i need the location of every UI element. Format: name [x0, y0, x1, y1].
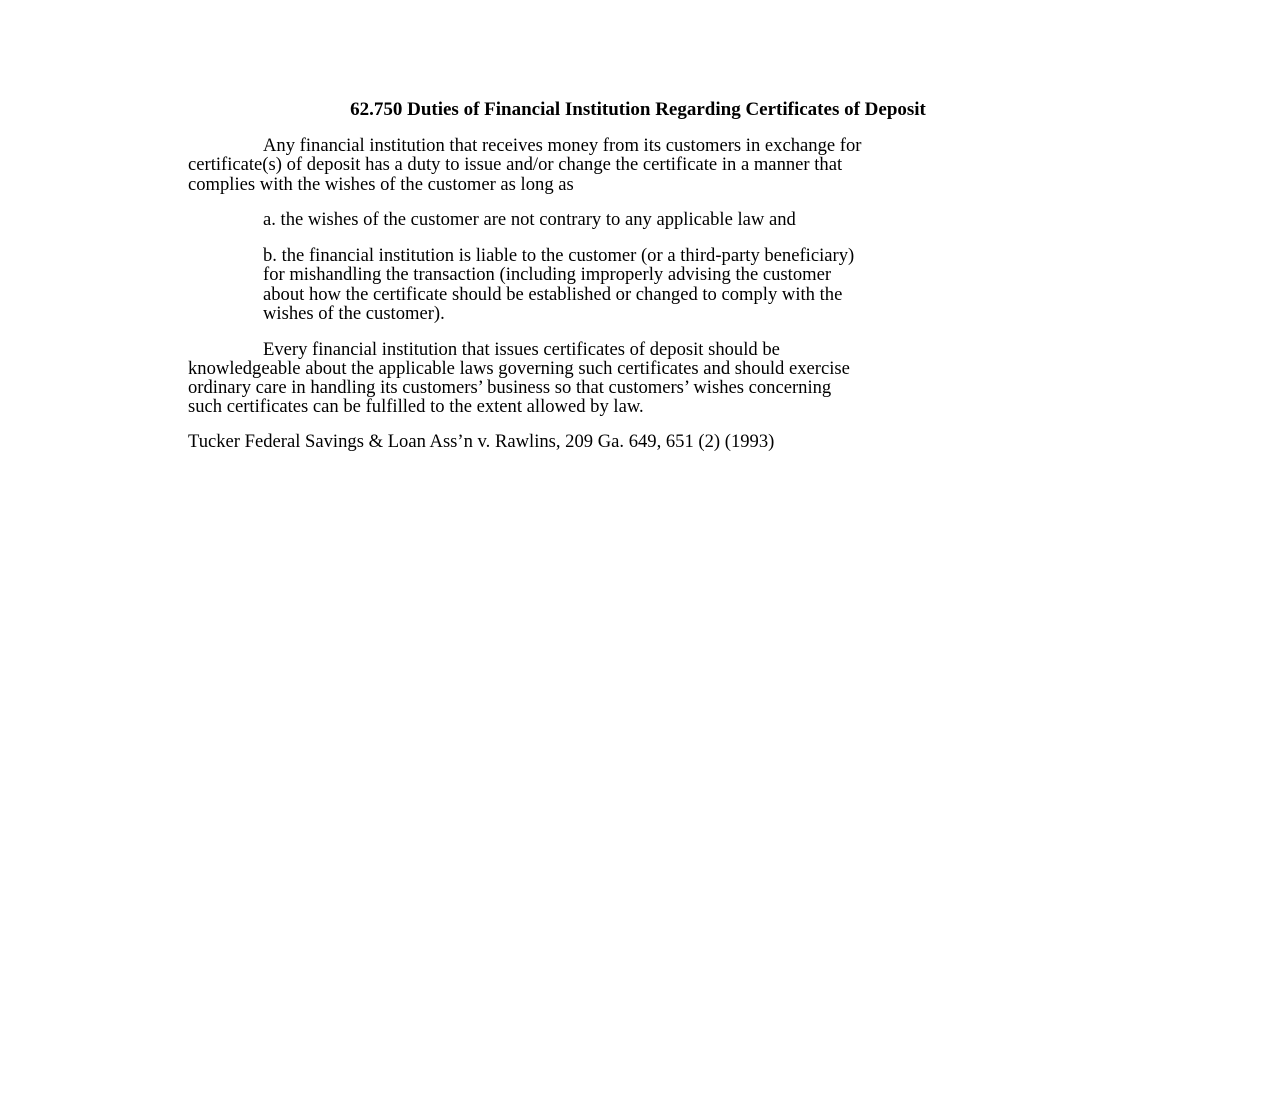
paragraph-line: knowledgeable about the applicable laws governing such certificates and should exercise [188, 358, 850, 379]
paragraph-line: complies with the wishes of the customer as long as [188, 174, 574, 195]
paragraph-line: Every financial institution that issues certificates of deposit should be [263, 339, 780, 360]
list-item-line: b. the financial institution is liable to the customer (or a third-party beneficiary) [263, 245, 855, 266]
paragraph-line: ordinary care in handling its customers’ business so that customers’ wishes concerning [188, 377, 832, 398]
paragraph-line: such certificates can be fulfilled to the extent allowed by law. [188, 396, 644, 417]
document-title: 62.750 Duties of Financial Institution Regarding Certificates of Deposit [350, 99, 926, 120]
paragraph-line: Any financial institution that receives money from its customers in exchange for [263, 135, 862, 156]
list-item-line: about how the certificate should be established or changed to comply with the [263, 284, 843, 305]
paragraph-line: certificate(s) of deposit has a duty to issue and/or change the certificate in a manner that [188, 154, 843, 175]
list-item-line: wishes of the customer). [263, 303, 445, 324]
list-item-line: for mishandling the transaction (including improperly advising the customer [263, 264, 832, 285]
case-citation: Tucker Federal Savings & Loan Ass’n v. Rawlins, 209 Ga. 649, 651 (2) (1993) [188, 431, 775, 452]
list-item-line: a. the wishes of the customer are not contrary to any applicable law and [263, 209, 796, 230]
